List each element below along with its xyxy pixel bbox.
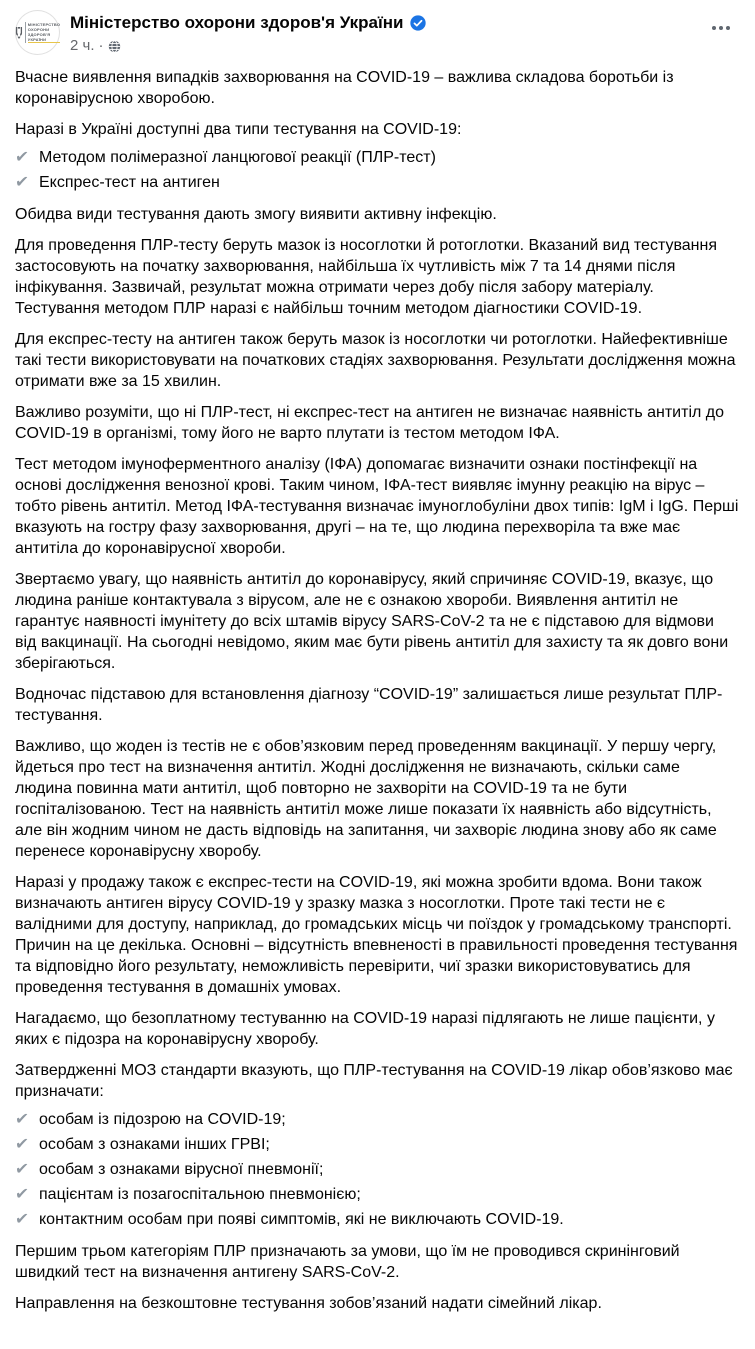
page-avatar[interactable] (15, 10, 60, 55)
post-paragraph: Для проведення ПЛР-тесту беруть мазок із носоглотки й ротоглотки. Вказаний вид тестування застосовують на початку захворювання, найбільша їх чутливість між 7 та 14 днями після інфікування. Зазвичай, результат можна отримати через добу після забору матеріалу. Тестування методом ПЛР наразі є найбільш точним методом діагностики COVID-19. (15, 237, 717, 317)
post-paragraph: Звертаємо увагу, що наявність антитіл до коронавірусу, який спричиняє COVID-19, вказує, що людина раніше контактувала з вірусом, але не є ознакою хвороби. Виявлення антитіл не гарантує наявності імунітету до всіх штамів вірусу SARS-CoV-2 та не є підставою для відмови від вакцинації. На сьогодні невідомо, яким має бути рівень антитіл для захисту та як довго вони зберігаються. (15, 571, 729, 672)
post-paragraph: Водночас підставою для встановлення діагнозу “COVID-19” залишається лише результат ПЛР-тестування. (15, 686, 723, 724)
post-header (0, 0, 755, 55)
check-list-item (15, 1109, 739, 1131)
post-meta-row (70, 36, 739, 55)
check-mark-icon: ✔ (14, 1186, 30, 1203)
check-list-item (15, 1209, 739, 1231)
post-paragraph: Важливо розуміти, що ні ПЛР-тест, ні експрес-тест на антиген не визначає наявність антитіл до COVID-19 в організмі, тому його не варто плутати із тестом методом ІФА. (15, 404, 725, 442)
check-item-text: особам із підозрою на COVID-19; (39, 1111, 286, 1128)
check-list-item (15, 1134, 739, 1156)
post-paragraph: Наразі у продажу також є експрес-тести на COVID-19, які можна зробити вдома. Вони також визначають антиген вірусу COVID-19 у зразку мазка з носоглотки. Проте такі тести не є валідними для доступу, наприклад, до громадських місць чи поїздок у громадському транспорті. Причин на це декілька. Основні – відсутність впевненості в правильності проведення тестування та відповідно його результату, неможливість перевірити, чиї зразки використовуватись для проведення тестування в домашніх умовах. (15, 874, 738, 996)
ellipsis-dot (726, 26, 730, 30)
check-item-text: Методом полімеразної ланцюгової реакції (ПЛР-тест) (39, 149, 436, 166)
ellipsis-dot (719, 26, 723, 30)
logo-line: МІНІСТЕРСТВО (27, 22, 61, 27)
post-paragraph: Для експрес-тесту на антиген також беруть мазок із носоглотки чи ротоглотки. Найефективніше такі тести використовувати на початкових стадіях захворювання. Результати дослідження можна отримати вже за 15 хвилин. (15, 331, 736, 390)
post-text (0, 55, 755, 1328)
check-item-text: контактним особам при появі симптомів, які не виключають COVID-19. (39, 1211, 564, 1228)
header-text-block (70, 10, 739, 55)
check-mark-icon: ✔ (14, 1211, 30, 1228)
verified-badge-icon (410, 15, 426, 31)
more-options-button[interactable] (705, 16, 737, 40)
check-list-item (15, 1184, 739, 1206)
check-item-text: особам з ознаками вірусної пневмонії; (39, 1161, 324, 1178)
meta-separator: · (98, 37, 104, 54)
post-timestamp-link[interactable]: 2 ч. (70, 37, 95, 54)
moh-ukraine-logo (15, 22, 60, 43)
post-paragraph: Важливо, що жоден із тестів не є обов’язковим перед проведенням вакцинації. У першу чергу, йдеться про тест на визначення антитіл. Жодні дослідження не визначають, скільки саме людина повинна мати антитіл, щоб повторно не захворіти на COVID-19 та не бути госпіталізованою. Тест на наявність антитіл може лише показати їх наявність або відсутність, але він жодним чином не дасть відповідь на запитання, чи захворіє людина знову або як саме перенесе коронавірусну хворобу. (15, 738, 717, 860)
post-paragraph: Затвердженні МОЗ стандарти вказують, що ПЛР-тестування на COVID-19 лікар обов’язково має призначати: (15, 1062, 733, 1100)
check-item-text: особам з ознаками інших ГРВІ; (39, 1136, 270, 1153)
page-name-link[interactable]: Міністерство охорони здоров'я України (70, 13, 404, 32)
logo-text-lines (25, 22, 60, 43)
check-mark-icon: ✔ (14, 1111, 30, 1128)
page-name-row (70, 10, 739, 33)
check-mark-icon: ✔ (14, 149, 30, 166)
logo-line: УКРАЇНИ (28, 37, 60, 43)
post-paragraph: Тест методом імуноферментного аналізу (ІФА) допомагає визначити ознаки постінфекції на основі дослідження венозної крові. Таким чином, ІФА-тест виявляє імунну реакцію на вірус – тобто рівень антитіл. Метод ІФА-тестування визначає імуноглобуліни двох типів: IgM і IgG. Перші вказують на гостру фазу захворювання, другі – на те, що людина перехворіла та вже має антитіла до коронавірусної хвороби. (15, 456, 739, 557)
trident-icon (15, 26, 23, 40)
post-paragraph: Обидва види тестування дають змогу виявити активну інфекцію. (15, 206, 497, 223)
check-item-text: Експрес-тест на антиген (39, 174, 220, 191)
check-mark-icon: ✔ (14, 1161, 30, 1178)
post-paragraph: Наразі в Україні доступні два типи тестування на COVID-19: (15, 121, 462, 138)
post-paragraph: Вчасне виявлення випадків захворювання на COVID-19 – важлива складова боротьби із коронавірусною хворобою. (15, 69, 674, 107)
check-item-text: пацієнтам із позагоспітальною пневмонією; (39, 1186, 361, 1203)
logo-line: ЗДОРОВ'Я (27, 32, 51, 37)
check-mark-icon: ✔ (14, 1136, 30, 1153)
post-paragraph: Першим трьом категоріям ПЛР призначають за умови, що їм не проводився скринінговий швидкий тест на визначення антигену SARS-CoV-2. (15, 1243, 680, 1281)
post-paragraph: Направлення на безкоштовне тестування зобов’язаний надати сімейний лікар. (15, 1295, 602, 1312)
logo-line: ОХОРОНИ (27, 27, 50, 32)
public-globe-icon (108, 40, 121, 53)
ellipsis-dot (712, 26, 716, 30)
check-list-item (15, 1159, 739, 1181)
check-mark-icon: ✔ (14, 174, 30, 191)
post-paragraph: Нагадаємо, що безоплатному тестуванню на COVID-19 наразі підлягають не лише пацієнти, у яких є підозра на коронавірусну хворобу. (15, 1010, 715, 1048)
check-list-item (15, 172, 739, 194)
check-list-item (15, 147, 739, 169)
